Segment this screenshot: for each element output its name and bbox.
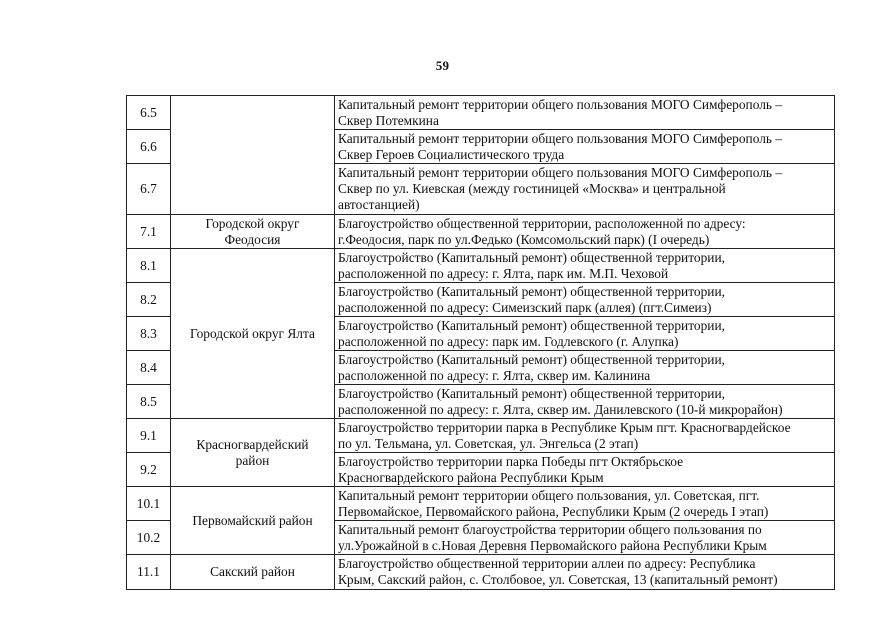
description-line: г.Феодосия, парк по ул.Федько (Комсомольский парк) (I очередь) (338, 231, 710, 247)
row-number: 11.1 (127, 555, 171, 590)
row-number: 7.1 (127, 215, 171, 249)
description-line: Сквер по ул. Киевская (между гостиницей «Москва» и центральной (338, 181, 726, 196)
description-line: расположенной по адресу: г. Ялта, сквер им. Калинина (338, 367, 651, 383)
project-description (335, 215, 835, 249)
table-row (127, 555, 835, 590)
row-number: 6.5 (127, 96, 171, 130)
row-number: 8.2 (127, 283, 171, 317)
table-row (127, 487, 835, 521)
description-line: Благоустройство общественной территории аллеи по адресу: Республика (338, 556, 756, 571)
description-line: расположенной по адресу: Симеизский парк (аллея) (пгт.Симеиз) (338, 299, 712, 315)
description-line: Капитальный ремонт территории общего пользования МОГО Симферополь – (338, 130, 783, 146)
row-number: 8.1 (127, 249, 171, 283)
description-line: Благоустройство (Капитальный ремонт) общественной территории, (338, 385, 725, 401)
region-cell-feodosia (171, 215, 335, 249)
description-line: Первомайское, Первомайского района, Республики Крым (2 очередь I этап) (338, 503, 769, 519)
region-label: Красногвардейский (196, 436, 309, 452)
project-description (335, 385, 835, 419)
project-description (335, 555, 835, 590)
description-line: Благоустройство (Капитальный ремонт) общественной территории, (338, 283, 725, 299)
region-cell-yalta (171, 249, 335, 419)
description-line: Капитальный ремонт благоустройства территории общего пользования по (338, 521, 762, 537)
description-line: Капитальный ремонт территории общего пользования, ул. Советская, пгт. (338, 487, 760, 503)
row-number: 6.6 (127, 130, 171, 164)
row-number: 8.5 (127, 385, 171, 419)
description-line: Крым, Сакский район, с. Столбовое, ул. Советская, 13 (капитальный ремонт) (338, 572, 778, 587)
project-description (335, 487, 835, 521)
description-line: по ул. Тельмана, ул. Советская, ул. Энгельса (2 этап) (338, 435, 639, 451)
project-description (335, 453, 835, 487)
description-line: расположенной по адресу: г. Ялта, сквер им. Данилевского (10-й микрорайон) (338, 401, 783, 417)
row-number: 8.3 (127, 317, 171, 351)
row-number: 10.1 (127, 487, 171, 521)
description-line: Капитальный ремонт территории общего пользования МОГО Симферополь – (338, 165, 783, 180)
project-description (335, 521, 835, 555)
description-line: Благоустройство (Капитальный ремонт) общественной территории, (338, 249, 725, 265)
description-line: Сквер Героев Социалистического труда (338, 146, 565, 162)
project-description (335, 419, 835, 453)
row-number: 8.4 (127, 351, 171, 385)
region-label: район (235, 452, 270, 468)
region-label: Сакский район (210, 564, 295, 579)
description-line: Сквер Потемкина (338, 112, 439, 128)
description-line: Благоустройство (Капитальный ремонт) общественной территории, (338, 317, 725, 333)
row-number: 10.2 (127, 521, 171, 555)
description-line: ул.Урожайной в с.Новая Деревня Первомайского района Республики Крым (338, 537, 767, 553)
description-line: Благоустройство (Капитальный ремонт) общественной территории, (338, 351, 725, 367)
region-label: Первомайский район (192, 512, 313, 528)
project-description (335, 351, 835, 385)
table-row (127, 96, 835, 130)
project-description (335, 317, 835, 351)
region-label: Феодосия (224, 231, 281, 247)
project-description (335, 283, 835, 317)
description-line: Благоустройство территории парка в Республике Крым пгт. Красногвардейское (338, 419, 791, 435)
region-cell-empty (171, 96, 335, 215)
description-line: расположенной по адресу: парк им. Годлевского (г. Алупка) (338, 333, 679, 349)
region-cell-pervomaysky (171, 487, 335, 555)
region-cell-krasnogvardeysky (171, 419, 335, 487)
row-number: 6.7 (127, 164, 171, 215)
region-label: Городской округ (205, 215, 300, 231)
project-description (335, 96, 835, 130)
table-row (127, 215, 835, 249)
row-number: 9.2 (127, 453, 171, 487)
description-line: Капитальный ремонт территории общего пользования МОГО Симферополь – (338, 96, 783, 112)
description-line: Красногвардейского района Республики Крым (338, 469, 604, 485)
region-cell-saksky (171, 555, 335, 590)
region-label: Городской округ Ялта (190, 325, 315, 341)
table-row (127, 249, 835, 283)
description-line: Благоустройство общественной территории, расположенной по адресу: (338, 215, 746, 231)
project-description (335, 164, 835, 215)
description-line: автостанцией) (338, 197, 420, 212)
description-line: Благоустройство территории парка Победы пгт Октябрьское (338, 453, 684, 469)
description-line: расположенной по адресу: г. Ялта, парк им. М.П. Чеховой (338, 265, 669, 281)
page-number: 59 (435, 58, 450, 73)
projects-table (126, 95, 835, 590)
project-description (335, 130, 835, 164)
table-row (127, 419, 835, 453)
row-number: 9.1 (127, 419, 171, 453)
project-description (335, 249, 835, 283)
